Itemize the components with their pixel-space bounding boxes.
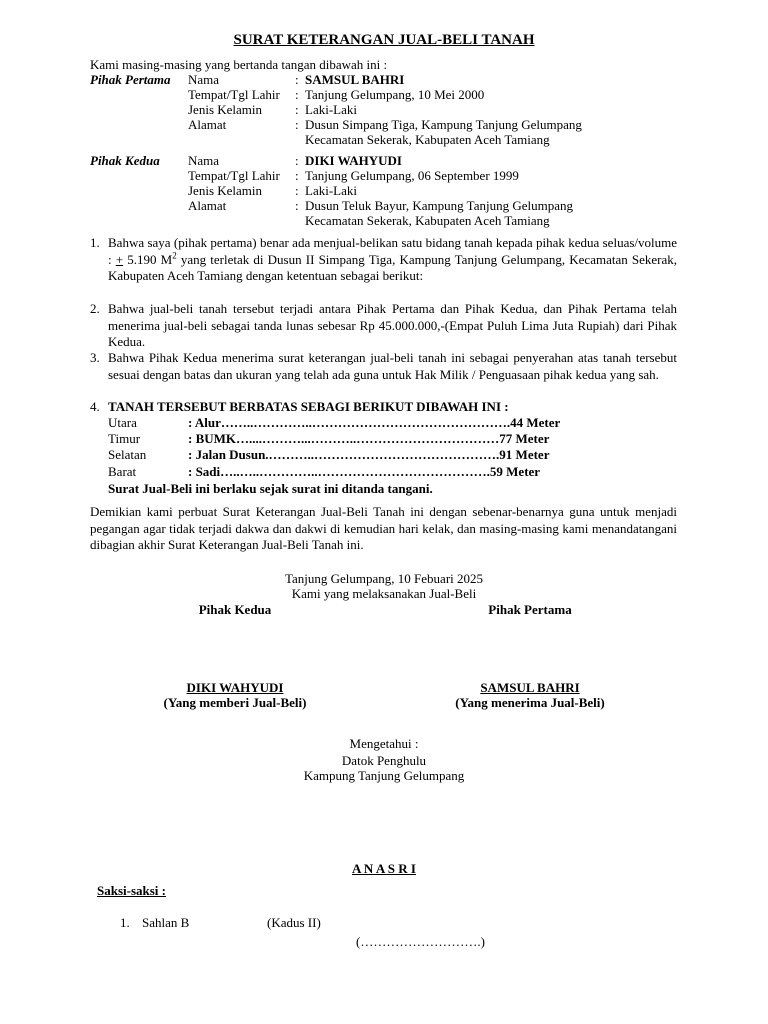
row-sep: : (295, 153, 299, 168)
pihak-pertama-name: SAMSUL BAHRI (305, 72, 405, 87)
sig-left-role: Pihak Kedua (198, 602, 272, 617)
border-value: : Jalan Dusun.………..…………………………………….91 Meter (188, 447, 550, 462)
row-sep (295, 213, 305, 228)
place-date: Tanjung Gelumpang, 10 Febuari 2025 (284, 571, 484, 586)
closing-paragraph: Demikian kami perbuat Surat Keterangan Jual-Beli Tanah ini dengan sebenar-benarnya guna untuk menjadi pegangan agar tidak terjadi dakwa dan dakwi di kemudian hari kelak, dan masing-masing kami menandatangani dibagian akhir Surat Keterangan Jual-Beli Tanah ini. (90, 504, 677, 552)
row-value: Laki-Laki (305, 183, 357, 198)
known-by: Mengetahui : (349, 736, 419, 751)
sig-right-role: Pihak Pertama (488, 602, 572, 617)
intro-text: Kami masing-masing yang bertanda tangan dibawah ini : (90, 57, 388, 72)
row-sep: : (295, 183, 299, 198)
list-item-1 (90, 235, 677, 285)
row-value: Tanjung Gelumpang, 06 September 1999 (305, 168, 519, 183)
party-row (90, 153, 573, 168)
border-direction: Timur (108, 431, 141, 446)
item-number: 3. (90, 350, 100, 365)
item-text: Bahwa jual-beli tanah tersebut terjadi antara Pihak Pertama dan Pihak Kedua, dan Pihak Pertama telah menerima jual-beli sebagai tanda lunas sebesar Rp 45.000.000,-(Empat Puluh Lima Juta Rupiah) dari Pihak Kedua. (108, 301, 677, 349)
validity-statement: Surat Jual-Beli ini berlaku sejak surat ini ditanda tangani. (108, 481, 433, 496)
party-row (90, 87, 582, 102)
sig-left-note: (Yang memberi Jual-Beli) (163, 695, 307, 710)
row-label: Alamat (188, 117, 227, 132)
border-row-timur (108, 431, 549, 446)
border-direction: Utara (108, 415, 137, 430)
item-text: Bahwa Pihak Kedua menerima surat keterangan jual-beli tanah ini sebagai penyerahan atas tanah tersebut sesuai dengan batas dan ukuran yang telah ada guna untuk Hak Milik / Penguasaan pihak kedua yang sah. (108, 350, 677, 382)
party-row (90, 168, 573, 183)
anasri-heading: A N A S R I (352, 861, 416, 876)
document-title: SURAT KETERANGAN JUAL-BELI TANAH (233, 32, 535, 48)
witnesses-label: Saksi-saksi : (97, 883, 166, 898)
sig-right-name: SAMSUL BAHRI (480, 680, 580, 695)
party-row (90, 72, 582, 87)
item-text (108, 235, 677, 285)
party-row (90, 132, 582, 147)
item1-post: yang terletak di Dusun II Simpang Tiga, Kampung Tanjung Gelumpang, Kecamatan Sekerak, Kabupaten Aceh Tamiang dengan ketentuan sebagai berikut: (108, 251, 677, 283)
list-item-3 (90, 350, 677, 383)
row-label: Jenis Kelamin (188, 183, 263, 198)
row-value: Kecamatan Sekerak, Kabupaten Aceh Tamiang (305, 213, 550, 228)
border-row-selatan (108, 447, 549, 462)
row-sep: : (295, 72, 299, 87)
list-item-4 (90, 399, 677, 416)
party-row (90, 117, 582, 132)
sig-left-name: DIKI WAHYUDI (186, 680, 284, 695)
border-direction: Barat (108, 464, 137, 479)
witness-role: (Kadus II) (267, 915, 321, 930)
item1-area: 5.190 M (123, 251, 173, 267)
pihak-kedua-table (90, 153, 573, 228)
witness-number: 1. (120, 915, 130, 930)
item4-heading: TANAH TERSEBUT BERBATAS SEBAGI BERIKUT DIBAWAH INI : (108, 399, 509, 414)
row-label (188, 213, 295, 228)
row-value: Tanjung Gelumpang, 10 Mei 2000 (305, 87, 485, 102)
item-number: 2. (90, 301, 100, 316)
row-sep: : (295, 117, 299, 132)
row-sep: : (295, 198, 299, 213)
witness-name: Sahlan B (142, 915, 190, 930)
pihak-pertama-table (90, 72, 582, 147)
border-value: : Sadi…..…..…………..………………………………….59 Meter (188, 464, 541, 479)
row-value: Dusun Teluk Bayur, Kampung Tanjung Gelumpang (305, 198, 573, 213)
row-label (188, 132, 295, 147)
witness-signature-line: (……………………….) (356, 934, 485, 949)
item-number: 1. (90, 235, 100, 250)
party-row (90, 102, 582, 117)
pihak-kedua-name: DIKI WAHYUDI (305, 153, 402, 168)
pihak-pertama-role: Pihak Pertama (90, 72, 171, 87)
row-sep: : (295, 168, 299, 183)
item1-pre: Bahwa saya (pihak pertama) benar ada menjual-belikan satu bidang tanah kepada pihak kedua seluas/volume : (108, 235, 677, 267)
border-row-barat (108, 464, 540, 479)
pihak-kedua-role: Pihak Kedua (90, 153, 160, 168)
border-direction: Selatan (108, 447, 147, 462)
row-value: Laki-Laki (305, 102, 357, 117)
plus-minus-sign: + (115, 251, 124, 267)
row-label: Tempat/Tgl Lahir (188, 168, 280, 183)
row-label: Nama (188, 72, 220, 87)
sig-right-note: (Yang menerima Jual-Beli) (455, 695, 605, 710)
border-row-utara (108, 415, 560, 430)
row-sep (295, 132, 305, 147)
row-sep: : (295, 87, 299, 102)
party-row (90, 198, 573, 213)
row-label: Nama (188, 153, 220, 168)
row-value: Dusun Simpang Tiga, Kampung Tanjung Gelumpang (305, 117, 582, 132)
row-value: Kecamatan Sekerak, Kabupaten Aceh Tamiang (305, 132, 550, 147)
executors-text: Kami yang melaksanakan Jual-Beli (291, 586, 477, 601)
party-row (90, 183, 573, 198)
row-label: Tempat/Tgl Lahir (188, 87, 280, 102)
official-title: Datok Penghulu (341, 753, 427, 768)
row-label: Jenis Kelamin (188, 102, 263, 117)
list-item-2 (90, 301, 677, 351)
row-sep: : (295, 102, 299, 117)
border-value: : BUMK…....………...………..……………………………77 Meter (188, 431, 550, 446)
party-row (90, 213, 573, 228)
official-place: Kampung Tanjung Gelumpang (303, 768, 465, 783)
item-number: 4. (90, 399, 100, 414)
border-value: : Alur……..…………..……………………………………….44 Meter (188, 415, 561, 430)
row-label: Alamat (188, 198, 227, 213)
item1-superscript: 2 (172, 250, 177, 261)
